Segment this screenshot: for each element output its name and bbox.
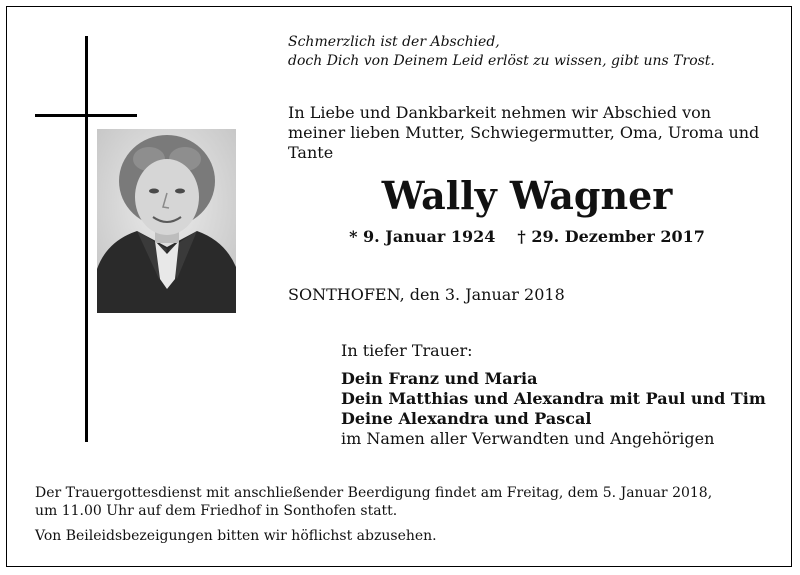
- service-line-2: um 11.00 Uhr auf dem Friedhof in Sonthofen statt.: [35, 502, 398, 519]
- mourner-name: Dein Franz und Maria: [341, 369, 538, 388]
- cross-horizontal-bar: [35, 114, 137, 117]
- place-and-date: SONTHOFEN, den 3. Januar 2018: [288, 285, 565, 304]
- portrait-photo: [97, 129, 236, 313]
- cross-vertical-bar: [85, 36, 88, 442]
- funeral-info: [35, 485, 712, 546]
- mourners-block: [341, 341, 766, 449]
- deceased-name: Wally Wagner: [381, 173, 673, 218]
- portrait-illustration: [97, 129, 236, 313]
- mourners-closing: im Namen aller Verwandten und Angehörigen: [341, 429, 715, 448]
- mourner-name: Deine Alexandra und Pascal: [341, 409, 592, 428]
- death-date: † 29. Dezember 2017: [517, 227, 705, 246]
- life-dates: [288, 227, 766, 247]
- condolence-note: Von Beileidsbezeigungen bitten wir höflichst abzusehen.: [35, 528, 437, 544]
- mourners-heading: In tiefer Trauer:: [341, 341, 473, 360]
- mourner-name: Dein Matthias und Alexandra mit Paul und Tim: [341, 389, 766, 408]
- intro-text: In Liebe und Dankbarkeit nehmen wir Abschied von meiner lieben Mutter, Schwiegermutter, Oma, Uroma und Tante: [288, 103, 760, 162]
- quote-line-2: doch Dich von Deinem Leid erlöst zu wissen, gibt uns Trost.: [288, 53, 715, 69]
- quote-text: [288, 33, 715, 71]
- service-line-1: Der Trauergottesdienst mit anschließender Beerdigung findet am Freitag, dem 5. Januar 2018,: [35, 485, 713, 501]
- quote-line-1: Schmerzlich ist der Abschied,: [288, 34, 500, 50]
- birth-date: * 9. Januar 1924: [349, 227, 496, 246]
